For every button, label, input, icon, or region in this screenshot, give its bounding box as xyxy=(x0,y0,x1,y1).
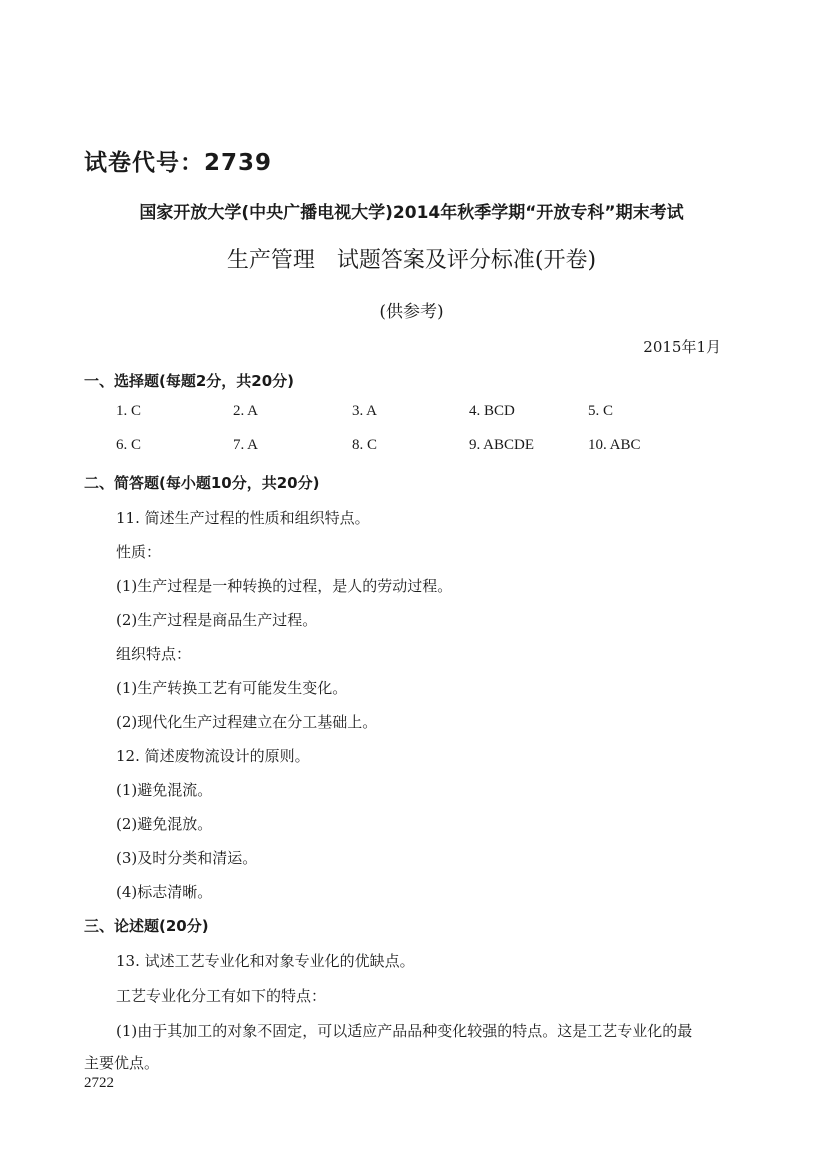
paper-code: 试卷代号：2739 xyxy=(84,150,273,176)
section-2-heading: 二、简答题(每小题10分，共20分) xyxy=(84,474,320,492)
answer-item: 5. C xyxy=(588,403,614,419)
answer-line: (1)生产过程是一种转换的过程，是人的劳动过程。 xyxy=(116,577,453,595)
date: 2015年1月 xyxy=(643,338,721,356)
answer-line: 工艺专业化分工有如下的特点： xyxy=(116,987,327,1005)
question-13: 13. 试述工艺专业化和对象专业化的优缺点。 xyxy=(116,952,415,970)
answer-item: 9. ABCDE xyxy=(469,437,535,453)
answer-item: 4. BCD xyxy=(469,403,515,419)
answer-item: 7. A xyxy=(233,437,259,453)
answer-item: 3. A xyxy=(352,403,378,419)
answer-line: (1)生产转换工艺有可能发生变化。 xyxy=(116,679,348,697)
answer-item: 8. C xyxy=(352,437,378,453)
answer-line: 性质： xyxy=(116,543,162,561)
answer-line: (1)由于其加工的对象不固定，可以适应产品品种变化较强的特点。这是工艺专业化的最 xyxy=(116,1022,693,1040)
answer-item: 1. C xyxy=(116,403,142,419)
answer-line: (1)避免混流。 xyxy=(116,781,213,799)
exam-title: 国家开放大学(中央广播电视大学)2014年秋季学期“开放专科”期末考试 xyxy=(139,203,684,223)
answer-line: 主要优点。 xyxy=(84,1054,160,1072)
question-12: 12. 简述废物流设计的原则。 xyxy=(116,747,310,765)
section-3-heading: 三、论述题(20分) xyxy=(84,917,209,935)
answer-line: (2)现代化生产过程建立在分工基础上。 xyxy=(116,713,378,731)
answer-item: 2. A xyxy=(233,403,259,419)
question-11: 11. 简述生产过程的性质和组织特点。 xyxy=(116,509,370,527)
answer-item: 10. ABC xyxy=(588,437,641,453)
answer-line: (2)生产过程是商品生产过程。 xyxy=(116,611,318,629)
section-1-heading: 一、选择题(每题2分，共20分) xyxy=(84,372,295,390)
document-title: 生产管理 试题答案及评分标准(开卷) xyxy=(226,248,597,273)
reference-note: (供参考) xyxy=(379,302,444,322)
answer-item: 6. C xyxy=(116,437,142,453)
answer-line: 组织特点： xyxy=(116,645,192,663)
answer-line: (4)标志清晰。 xyxy=(116,883,213,901)
answer-line: (2)避免混放。 xyxy=(116,815,213,833)
answer-line: (3)及时分类和清运。 xyxy=(116,849,258,867)
page-number: 2722 xyxy=(84,1075,114,1091)
